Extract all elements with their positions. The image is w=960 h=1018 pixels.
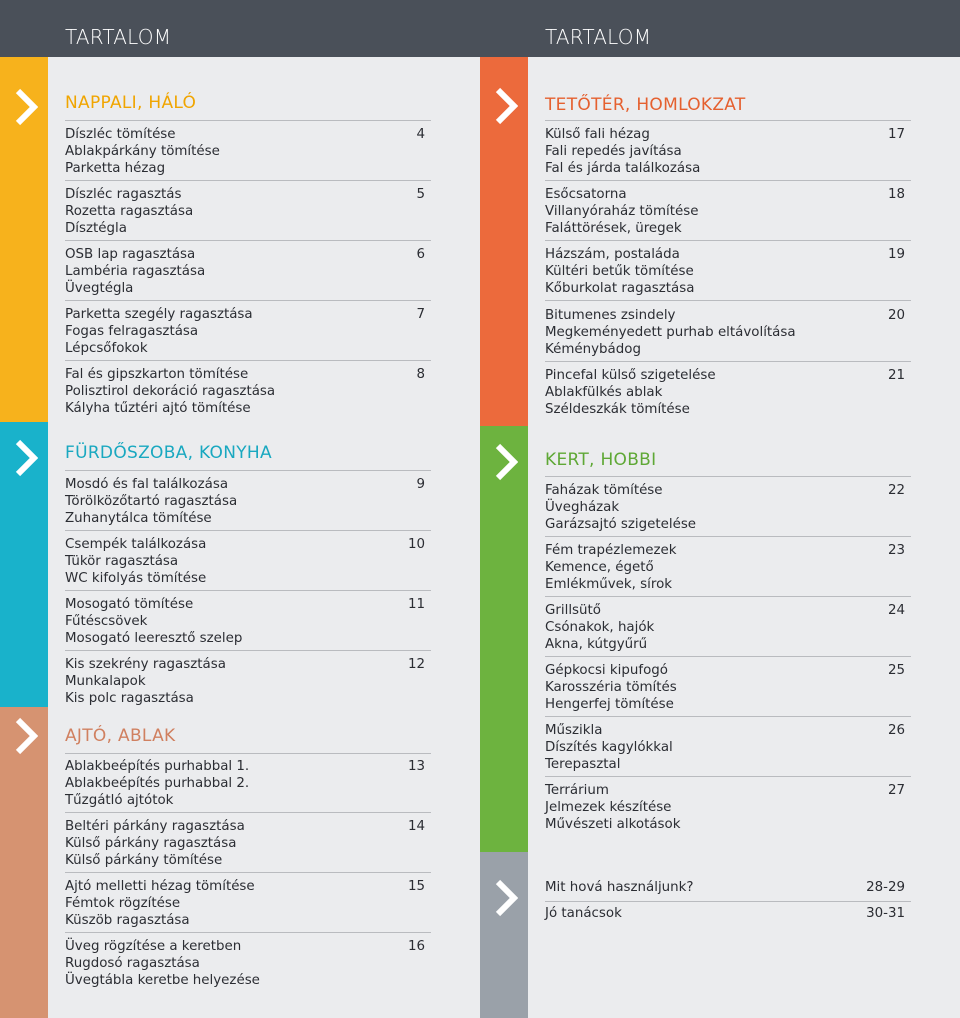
toc-entry[interactable]: Akna, kútgyűrű <box>545 637 648 653</box>
toc-entry[interactable]: Üveg rögzítése a keretben <box>65 939 242 954</box>
toc-entry[interactable]: OSB lap ragasztása <box>65 247 196 262</box>
divider <box>545 120 911 121</box>
toc-entry[interactable]: Műszikla <box>545 723 603 738</box>
page-number[interactable]: 6 <box>416 247 425 262</box>
divider <box>65 812 431 813</box>
color-strip-egyeb <box>480 852 528 1018</box>
toc-entry[interactable]: Kályha tűztéri ajtó tömítése <box>65 401 251 417</box>
page-number[interactable]: 30-31 <box>866 906 905 921</box>
chevron-right-icon <box>494 86 518 126</box>
toc-entry[interactable]: Ablakfülkés ablak <box>545 385 663 401</box>
color-strip-kert <box>480 426 528 852</box>
chevron-right-icon <box>494 878 518 918</box>
divider <box>545 476 911 477</box>
toc-entry[interactable]: Ablakpárkány tömítése <box>65 144 220 160</box>
divider <box>65 650 431 651</box>
toc-group <box>65 476 431 528</box>
page-number[interactable]: 19 <box>887 247 905 262</box>
toc-entry[interactable]: Üvegtégla <box>65 281 134 297</box>
divider <box>65 530 431 531</box>
toc-entry[interactable]: Fém trapézlemezek <box>545 543 677 558</box>
divider <box>65 240 431 241</box>
toc-entry[interactable]: Polisztirol dekoráció ragasztása <box>65 384 276 400</box>
toc-entry[interactable]: Külső párkány ragasztása <box>65 836 237 852</box>
toc-group <box>65 126 431 178</box>
page-number[interactable]: 27 <box>887 783 905 798</box>
page-number[interactable]: 24 <box>887 603 905 618</box>
toc-entry[interactable]: Kőburkolat ragasztása <box>545 281 695 297</box>
toc-entry[interactable]: Fal és járda találkozása <box>545 161 701 177</box>
header-bar <box>0 0 960 57</box>
toc-group <box>545 482 911 534</box>
toc-entry[interactable]: Parketta szegély ragasztása <box>65 307 253 322</box>
toc-group <box>545 542 911 594</box>
left-page <box>0 57 480 1018</box>
toc-group <box>65 246 431 298</box>
toc-entry[interactable]: Fogas felragasztása <box>65 324 199 340</box>
divider <box>545 180 911 181</box>
toc-entry[interactable]: Munkalapok <box>65 674 146 690</box>
toc-entry[interactable]: Fali repedés javítása <box>545 144 682 160</box>
toc-entry[interactable]: Fal és gipszkarton tömítése <box>65 367 249 382</box>
toc-entry[interactable]: Kültéri betűk tömítése <box>545 264 694 280</box>
divider <box>545 716 911 717</box>
toc-group <box>65 366 431 418</box>
toc-entry[interactable]: Mosogató leeresztő szelep <box>65 631 243 647</box>
toc-entry[interactable]: Külső fali hézag <box>545 127 650 142</box>
toc-entry[interactable]: Küszöb ragasztása <box>65 913 190 929</box>
section-title-kert: KERT, HOBBI <box>545 450 657 470</box>
divider <box>65 300 431 301</box>
divider <box>65 872 431 873</box>
toc-entry[interactable]: Faházak tömítése <box>545 483 663 498</box>
chevron-right-icon <box>14 716 38 756</box>
toc-entry[interactable]: Díszléc ragasztás <box>65 187 182 202</box>
divider <box>65 932 431 933</box>
divider <box>65 753 431 754</box>
toc-entry[interactable]: Faláttörések, üregek <box>545 221 682 237</box>
toc-group <box>545 602 911 654</box>
toc-entry[interactable]: Széldeszkák tömítése <box>545 402 690 418</box>
toc-group <box>65 656 431 708</box>
section-title-nappali: NAPPALI, HÁLÓ <box>65 93 197 113</box>
toc-entry[interactable]: Ablakbeépítés purhabbal 2. <box>65 776 250 792</box>
section-title-teteter: TETŐTÉR, HOMLOKZAT <box>545 95 746 115</box>
toc-entry[interactable]: Rugdosó ragasztása <box>65 956 200 972</box>
toc-entry[interactable]: Mosogató tömítése <box>65 597 194 612</box>
page-number[interactable]: 23 <box>887 543 905 558</box>
page-number[interactable]: 9 <box>416 477 425 492</box>
page-number[interactable]: 5 <box>416 187 425 202</box>
toc-entry[interactable]: Megkeményedett purhab eltávolítása <box>545 325 796 341</box>
color-strip-ajto <box>0 707 48 1018</box>
page-number[interactable]: 18 <box>887 187 905 202</box>
divider <box>65 590 431 591</box>
toc-group <box>65 758 431 810</box>
toc-entry[interactable]: Külső párkány tömítése <box>65 853 223 869</box>
toc-entry[interactable]: Mit hová használjunk? <box>545 880 694 895</box>
toc-entry[interactable]: Tükör ragasztása <box>65 554 179 570</box>
page-number[interactable]: 20 <box>887 308 905 323</box>
color-strip-teteter <box>480 57 528 426</box>
right-header-title: TARTALOM <box>545 25 652 49</box>
page-number[interactable]: 26 <box>887 723 905 738</box>
color-strip-furdoszoba <box>0 422 48 707</box>
right-page <box>480 57 960 1018</box>
page-number[interactable]: 15 <box>407 879 425 894</box>
toc-entry[interactable]: Díszléc tömítése <box>65 127 176 142</box>
divider <box>545 901 911 902</box>
toc-entry[interactable]: Esőcsatorna <box>545 187 627 202</box>
toc-entry[interactable]: Gépkocsi kipufogó <box>545 663 668 678</box>
divider <box>545 596 911 597</box>
toc-entry[interactable]: Zuhanytálca tömítése <box>65 511 212 527</box>
toc-entry[interactable]: Jó tanácsok <box>545 906 622 921</box>
page-number[interactable]: 14 <box>407 819 425 834</box>
toc-entry[interactable]: Terrárium <box>545 783 609 798</box>
page-number[interactable]: 25 <box>887 663 905 678</box>
toc-group <box>65 536 431 588</box>
divider <box>545 776 911 777</box>
toc-entry[interactable]: Lambéria ragasztása <box>65 264 206 280</box>
page-number[interactable]: 11 <box>407 597 425 612</box>
toc-entry[interactable]: Üvegtábla keretbe helyezése <box>65 973 260 989</box>
divider <box>545 361 911 362</box>
toc-entry[interactable]: Házszám, postaláda <box>545 247 680 262</box>
chevron-right-icon <box>14 438 38 478</box>
toc-group <box>65 818 431 870</box>
toc-group <box>545 662 911 714</box>
toc-entry[interactable]: Ajtó melletti hézag tömítése <box>65 879 255 894</box>
page-number[interactable]: 12 <box>407 657 425 672</box>
page-number[interactable]: 13 <box>407 759 425 774</box>
toc-entry[interactable]: Lépcsőfokok <box>65 341 148 357</box>
toc-misc-entry <box>545 879 911 906</box>
toc-group <box>545 246 911 298</box>
toc-group <box>65 878 431 930</box>
toc-entry[interactable]: Tűzgátló ajtótok <box>65 793 174 809</box>
toc-entry[interactable]: Fémtok rögzítése <box>65 896 181 912</box>
section-title-ajto: AJTÓ, ABLAK <box>65 726 176 746</box>
toc-group <box>545 126 911 178</box>
toc-entry[interactable]: Grillsütő <box>545 603 601 618</box>
toc-group <box>545 722 911 774</box>
toc-group <box>65 938 431 990</box>
section-title-furdoszoba: FÜRDŐSZOBA, KONYHA <box>65 443 272 463</box>
toc-entry[interactable]: Csempék találkozása <box>65 537 207 552</box>
page-number[interactable]: 4 <box>416 127 425 142</box>
toc-group <box>65 596 431 648</box>
toc-group <box>545 367 911 419</box>
toc-entry[interactable]: Hengerfej tömítése <box>545 697 674 713</box>
toc-entry[interactable]: Karosszéria tömítés <box>545 680 677 696</box>
toc-entry[interactable]: Jelmezek készítése <box>545 800 672 816</box>
toc-entry[interactable]: Törölközőtartó ragasztása <box>65 494 238 510</box>
toc-entry[interactable]: Beltéri párkány ragasztása <box>65 819 245 834</box>
page-number[interactable]: 7 <box>416 307 425 322</box>
page-number[interactable]: 16 <box>407 939 425 954</box>
toc-entry[interactable]: Pincefal külső szigetelése <box>545 368 716 383</box>
toc-entry[interactable]: Csónakok, hajók <box>545 620 655 636</box>
divider <box>545 536 911 537</box>
divider <box>65 470 431 471</box>
toc-entry[interactable]: Dísztégla <box>65 221 127 237</box>
color-strip-nappali <box>0 57 48 422</box>
toc-entry[interactable]: Mosdó és fal találkozása <box>65 477 229 492</box>
divider <box>65 120 431 121</box>
toc-group <box>65 306 431 358</box>
toc-entry[interactable]: Villanyóraház tömítése <box>545 204 699 220</box>
chevron-right-icon <box>494 442 518 482</box>
page-number[interactable]: 10 <box>407 537 425 552</box>
page-number[interactable]: 8 <box>416 367 425 382</box>
page-number[interactable]: 21 <box>887 368 905 383</box>
toc-entry[interactable]: Kéménybádog <box>545 342 641 358</box>
toc-entry[interactable]: WC kifolyás tömítése <box>65 571 207 587</box>
page-number[interactable]: 17 <box>887 127 905 142</box>
divider <box>545 240 911 241</box>
divider <box>545 300 911 301</box>
toc-entry[interactable]: Művészeti alkotások <box>545 817 681 833</box>
page-number[interactable]: 28-29 <box>866 880 905 895</box>
toc-entry[interactable]: Rozetta ragasztása <box>65 204 194 220</box>
toc-group <box>545 782 911 834</box>
chevron-right-icon <box>14 87 38 127</box>
divider <box>545 656 911 657</box>
toc-entry[interactable]: Fűtéscsövek <box>65 614 148 630</box>
toc-entry[interactable]: Díszítés kagylókkal <box>545 740 673 756</box>
divider <box>65 360 431 361</box>
toc-entry[interactable]: Parketta hézag <box>65 161 166 177</box>
toc-misc-entry <box>545 905 911 932</box>
toc-entry[interactable]: Kis szekrény ragasztása <box>65 657 226 672</box>
toc-group <box>545 186 911 238</box>
toc-entry[interactable]: Kemence, égető <box>545 560 654 576</box>
toc-entry[interactable]: Kis polc ragasztása <box>65 691 194 707</box>
toc-group <box>65 186 431 238</box>
toc-entry[interactable]: Üvegházak <box>545 500 620 516</box>
toc-entry[interactable]: Bitumenes zsindely <box>545 308 676 323</box>
toc-entry[interactable]: Garázsajtó szigetelése <box>545 517 697 533</box>
left-header-title: TARTALOM <box>65 25 172 49</box>
divider <box>65 180 431 181</box>
page-number[interactable]: 22 <box>887 483 905 498</box>
toc-entry[interactable]: Ablakbeépítés purhabbal 1. <box>65 759 250 774</box>
toc-entry[interactable]: Terepasztal <box>545 757 621 773</box>
toc-entry[interactable]: Emlékművek, sírok <box>545 577 673 593</box>
toc-group <box>545 307 911 359</box>
